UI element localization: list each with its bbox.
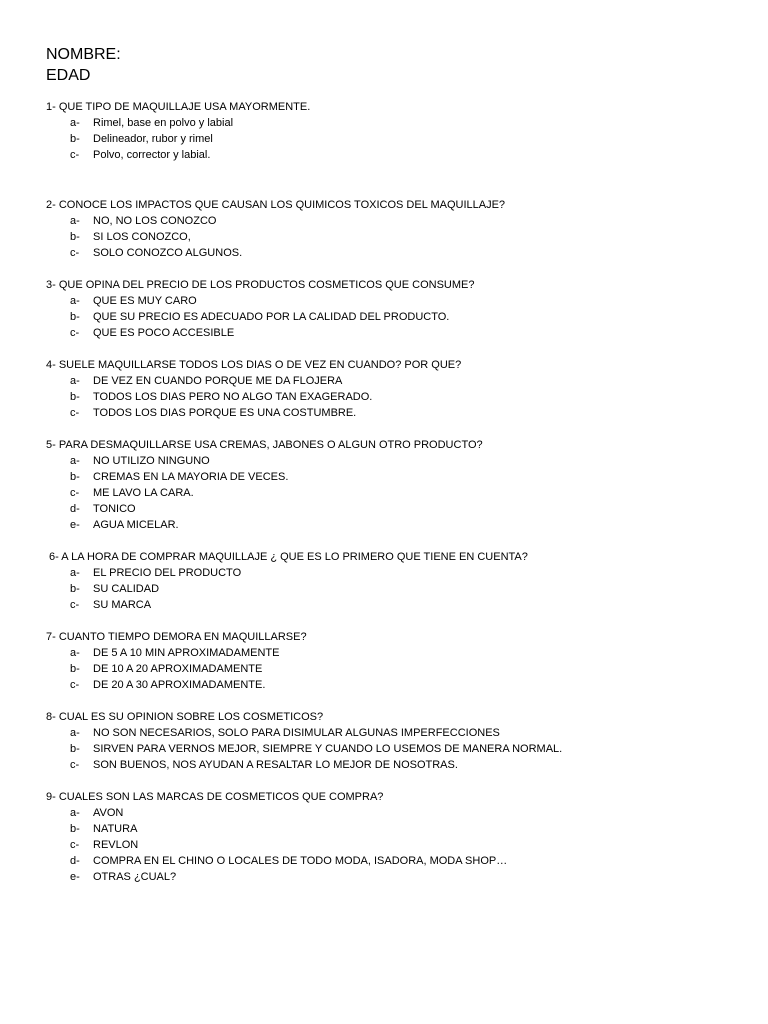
question-text: 2- CONOCE LOS IMPACTOS QUE CAUSAN LOS QUIMICOS TOXICOS DEL MAQUILLAJE? — [46, 199, 506, 211]
option-letter: e- — [70, 871, 80, 883]
option-text: DE 10 A 20 APROXIMADAMENTE — [93, 663, 263, 675]
option-letter: a- — [70, 807, 80, 819]
option-item — [46, 853, 746, 869]
option-text: SU MARCA — [93, 599, 152, 611]
option-letter: a- — [70, 727, 80, 739]
option-letter: c- — [70, 679, 80, 691]
question-9 — [46, 789, 746, 885]
option-item — [46, 725, 746, 741]
option-text: NO, NO LOS CONOZCO — [93, 215, 217, 227]
option-letter: b- — [70, 391, 80, 403]
option-text: DE 5 A 10 MIN APROXIMADAMENTE — [93, 647, 280, 659]
option-text: QUE ES POCO ACCESIBLE — [93, 327, 235, 339]
question-8 — [46, 709, 746, 773]
option-letter: a- — [70, 375, 80, 387]
question-text: 9- CUALES SON LAS MARCAS DE COSMETICOS QUE COMPRA? — [46, 791, 384, 803]
option-item — [46, 597, 746, 613]
option-letter: c- — [70, 759, 80, 771]
option-letter: d- — [70, 503, 80, 515]
option-text: TODOS LOS DIAS PERO NO ALGO TAN EXAGERADO. — [93, 391, 373, 403]
option-letter: a- — [70, 295, 80, 307]
option-item — [46, 565, 746, 581]
option-item — [46, 373, 746, 389]
option-text: DE VEZ EN CUANDO PORQUE ME DA FLOJERA — [93, 375, 343, 387]
option-item — [46, 453, 746, 469]
option-item — [46, 485, 746, 501]
option-letter: a- — [70, 215, 80, 227]
option-text: SI LOS CONOZCO, — [93, 231, 191, 243]
option-text: NO SON NECESARIOS, SOLO PARA DISIMULAR ALGUNAS IMPERFECCIONES — [93, 727, 500, 739]
option-text: NO UTILIZO NINGUNO — [93, 455, 210, 467]
option-letter: b- — [70, 133, 80, 145]
option-item — [46, 837, 746, 853]
options-list — [46, 115, 746, 163]
question-2 — [46, 197, 746, 261]
option-text: SU CALIDAD — [93, 583, 160, 595]
option-text: AVON — [93, 807, 124, 819]
option-letter: e- — [70, 519, 80, 531]
option-item — [46, 677, 746, 693]
option-item — [46, 115, 746, 131]
option-item — [46, 869, 746, 885]
question-3 — [46, 277, 746, 341]
option-text: EL PRECIO DEL PRODUCTO — [93, 567, 242, 579]
option-text: Delineador, rubor y rimel — [93, 133, 213, 145]
options-list — [46, 453, 746, 533]
option-letter: c- — [70, 839, 80, 851]
question-text: 6- A LA HORA DE COMPRAR MAQUILLAJE ¿ QUE ES LO PRIMERO QUE TIENE EN CUENTA? — [46, 551, 528, 563]
option-text: NATURA — [93, 823, 138, 835]
option-text: Rimel, base en polvo y labial — [93, 117, 234, 129]
option-item — [46, 147, 746, 163]
option-letter: a- — [70, 567, 80, 579]
option-text: CREMAS EN LA MAYORIA DE VECES. — [93, 471, 289, 483]
option-item — [46, 581, 746, 597]
question-text: 3- QUE OPINA DEL PRECIO DE LOS PRODUCTOS COSMETICOS QUE CONSUME? — [46, 279, 475, 291]
option-text: Polvo, corrector y labial. — [93, 149, 211, 161]
option-item — [46, 293, 746, 309]
age-label: EDAD — [46, 67, 91, 84]
option-letter: b- — [70, 663, 80, 675]
option-text: QUE ES MUY CARO — [93, 295, 197, 307]
option-letter: c- — [70, 247, 80, 259]
question-text: 5- PARA DESMAQUILLARSE USA CREMAS, JABONES O ALGUN OTRO PRODUCTO? — [46, 439, 483, 451]
option-text: TODOS LOS DIAS PORQUE ES UNA COSTUMBRE. — [93, 407, 357, 419]
question-text: 7- CUANTO TIEMPO DEMORA EN MAQUILLARSE? — [46, 631, 307, 643]
option-item — [46, 821, 746, 837]
option-letter: d- — [70, 855, 80, 867]
header-block — [46, 44, 746, 86]
option-text: QUE SU PRECIO ES ADECUADO POR LA CALIDAD DEL PRODUCTO. — [93, 311, 450, 323]
option-letter: c- — [70, 407, 80, 419]
option-item — [46, 757, 746, 773]
option-text: AGUA MICELAR. — [93, 519, 179, 531]
option-item — [46, 325, 746, 341]
option-item — [46, 245, 746, 261]
option-letter: b- — [70, 583, 80, 595]
document-page — [46, 44, 746, 885]
option-item — [46, 805, 746, 821]
option-item — [46, 469, 746, 485]
option-item — [46, 131, 746, 147]
question-7 — [46, 629, 746, 693]
option-text: DE 20 A 30 APROXIMADAMENTE. — [93, 679, 266, 691]
option-letter: a- — [70, 455, 80, 467]
option-letter: c- — [70, 149, 80, 161]
option-text: SIRVEN PARA VERNOS MEJOR, SIEMPRE Y CUANDO LO USEMOS DE MANERA NORMAL. — [93, 743, 563, 755]
option-item — [46, 661, 746, 677]
options-list — [46, 565, 746, 613]
option-text: COMPRA EN EL CHINO O LOCALES DE TODO MODA, ISADORA, MODA SHOP… — [93, 855, 508, 867]
option-letter: b- — [70, 231, 80, 243]
question-text: 4- SUELE MAQUILLARSE TODOS LOS DIAS O DE VEZ EN CUANDO? POR QUE? — [46, 359, 462, 371]
options-list — [46, 645, 746, 693]
question-6 — [46, 549, 746, 613]
option-letter: b- — [70, 311, 80, 323]
option-text: TONICO — [93, 503, 136, 515]
name-label: NOMBRE: — [46, 46, 121, 63]
question-text: 8- CUAL ES SU OPINION SOBRE LOS COSMETICOS? — [46, 711, 324, 723]
option-item — [46, 405, 746, 421]
option-item — [46, 229, 746, 245]
option-text: REVLON — [93, 839, 139, 851]
options-list — [46, 293, 746, 341]
options-list — [46, 805, 746, 885]
option-letter: b- — [70, 743, 80, 755]
option-text: ME LAVO LA CARA. — [93, 487, 194, 499]
question-1 — [46, 99, 746, 163]
option-item — [46, 309, 746, 325]
option-item — [46, 389, 746, 405]
option-item — [46, 741, 746, 757]
option-text: OTRAS ¿CUAL? — [93, 871, 177, 883]
options-list — [46, 213, 746, 261]
option-item — [46, 501, 746, 517]
question-4 — [46, 357, 746, 421]
options-list — [46, 725, 746, 773]
option-letter: a- — [70, 117, 80, 129]
question-5 — [46, 437, 746, 533]
question-text: 1- QUE TIPO DE MAQUILLAJE USA MAYORMENTE. — [46, 101, 311, 113]
option-letter: b- — [70, 823, 80, 835]
option-item — [46, 213, 746, 229]
option-text: SON BUENOS, NOS AYUDAN A RESALTAR LO MEJOR DE NOSOTRAS. — [93, 759, 458, 771]
option-letter: c- — [70, 487, 80, 499]
option-text: SOLO CONOZCO ALGUNOS. — [93, 247, 243, 259]
option-letter: b- — [70, 471, 80, 483]
options-list — [46, 373, 746, 421]
option-letter: c- — [70, 327, 80, 339]
option-item — [46, 517, 746, 533]
option-letter: c- — [70, 599, 80, 611]
option-letter: a- — [70, 647, 80, 659]
questions-list — [46, 99, 746, 885]
option-item — [46, 645, 746, 661]
